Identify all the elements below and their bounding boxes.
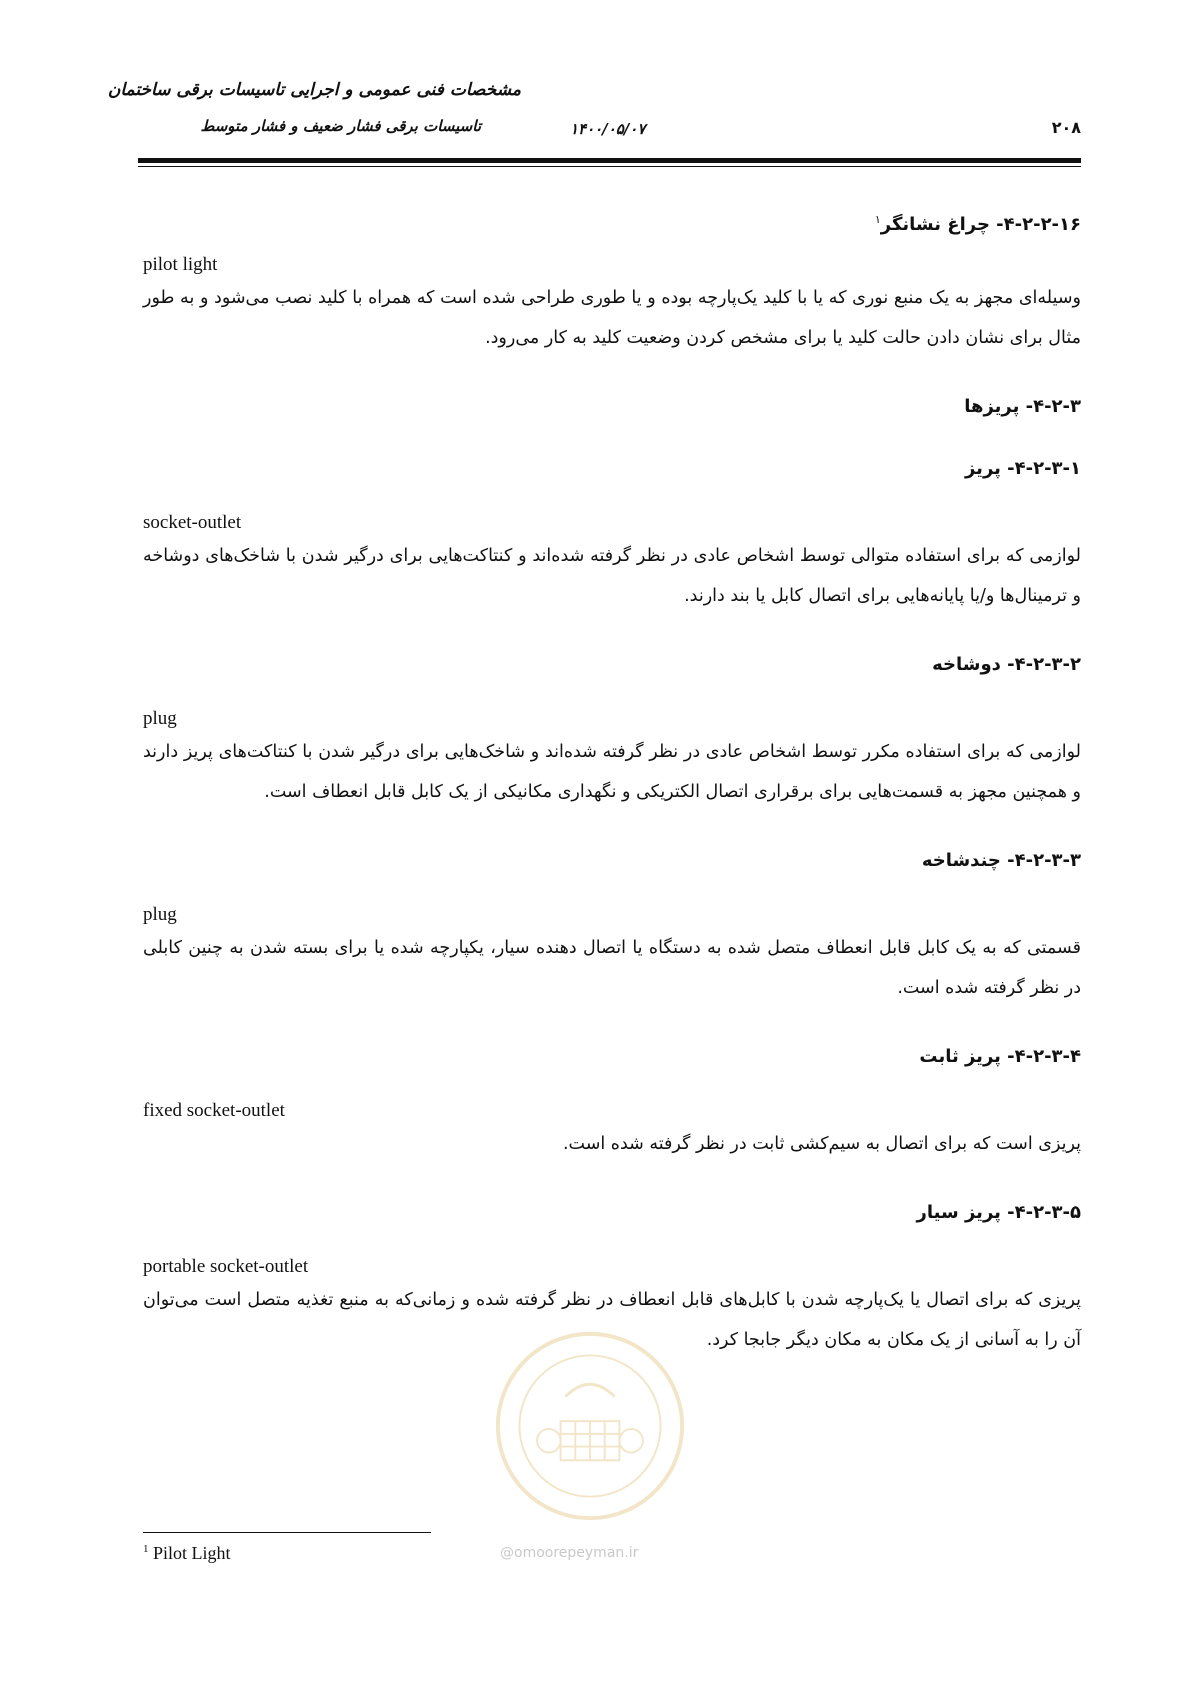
document-subtitle: تاسیسات برقی فشار ضعیف و فشار متوسط <box>200 117 481 135</box>
section-heading: ۴-۲-۳- پریزها <box>964 396 1081 417</box>
page-content <box>143 205 1081 1360</box>
definition-text: پریزی که برای اتصال یا یک‌پارچه شدن با کابل‌های قابل انعطاف در نظر گرفته شده و زمانی‌که به منبع تغذیه متصل است می‌توان آن را به آسانی از یک مکان به مکان دیگر جابجا کرد. <box>143 1290 1081 1350</box>
header-rule-thick <box>138 158 1081 163</box>
document-title: مشخصات فنی عمومی و اجرایی تاسیسات برقی ساختمان <box>107 80 521 100</box>
term-english: socket-outlet <box>143 512 242 533</box>
section-heading: ۴-۲-۳-۱- پریز <box>964 458 1081 479</box>
footnote-separator <box>143 1532 431 1533</box>
definition-text: قسمتی که به یک کابل قابل انعطاف متصل شده به دستگاه یا اتصال دهنده سیار، یکپارچه شده یا برای بسته شدن به چنین کابلی در نظر گرفته شده است. <box>143 938 1081 998</box>
footnote-text: Pilot Light <box>153 1543 231 1563</box>
seal-emblem <box>566 1384 615 1396</box>
document-date: ۱۴۰۰/۰۵/۰۷ <box>570 120 646 138</box>
term-english: portable socket-outlet <box>143 1256 309 1277</box>
term-english: plug <box>143 904 177 925</box>
definition-text: پریزی است که برای اتصال به سیم‌کشی ثابت در نظر گرفته شده است. <box>562 1134 1081 1154</box>
term-english: fixed socket-outlet <box>143 1100 285 1121</box>
definition-text: لوازمی که برای استفاده متوالی توسط اشخاص عادی در نظر گرفته شده‌اند و کنتاکت‌هایی برای درگیر شدن با شاخک‌های دوشاخه و ترمینال‌ها و/یا پایانه‌هایی برای اتصال کابل یا بند دارند. <box>143 546 1081 606</box>
seal-gear-right <box>619 1429 643 1453</box>
watermark-seal <box>492 1328 688 1524</box>
section-heading: ۴-۲-۲-۱۶- چراغ نشانگر$^۱$ <box>874 213 1081 235</box>
definition-text: لوازمی که برای استفاده مکرر توسط اشخاص عادی در نظر گرفته شده‌اند و شاخک‌هایی برای درگیر شدن با کنتاکت‌های پریز دارند و همچنین مجهز به قسمت‌هایی برای برقراری اتصال الکتریکی و نگهداری مکانیکی از یک کابل قابل انعطاف است. <box>143 742 1081 802</box>
term-english: pilot light <box>143 254 218 275</box>
page-number: ۲۰۸ <box>1051 118 1081 137</box>
section-heading: ۴-۲-۳-۴- پریز ثابت <box>919 1046 1081 1067</box>
term-english: plug <box>143 708 177 729</box>
definition-text: وسیله‌ای مجهز به یک منبع نوری که یا با کلید یک‌پارچه بوده و یا طوری طراحی شده است که همراه با کلید نصب می‌شود و به طور مثال برای نشان دادن حالت کلید یا برای مشخص کردن وضعیت کلید به کار می‌رود. <box>143 288 1081 348</box>
footnote <box>143 1543 231 1564</box>
footnote-mark: 1 <box>143 1543 149 1555</box>
header-rule-thin <box>138 166 1081 167</box>
section-heading: ۴-۲-۳-۲- دوشاخه <box>932 654 1081 675</box>
section-heading: ۴-۲-۳-۵- پریز سیار <box>916 1202 1081 1223</box>
footnote-reference[interactable]: ۱ <box>874 213 881 226</box>
watermark-text: @omoorepeyman.ir <box>500 1545 639 1561</box>
seal-gear-left <box>537 1429 561 1453</box>
section-heading: ۴-۲-۳-۳- چندشاخه <box>921 850 1081 871</box>
